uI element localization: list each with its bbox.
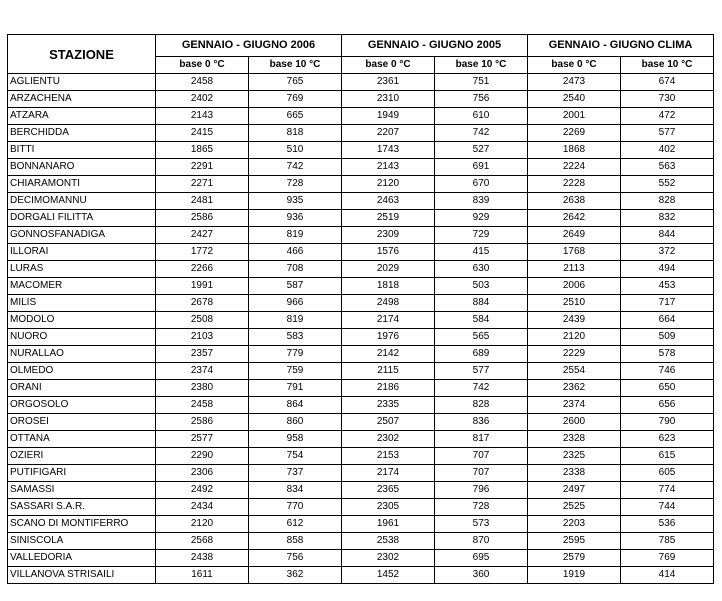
value-2006-base-10: 665 — [249, 108, 342, 125]
value-clima-base-0: 1919 — [528, 567, 621, 584]
value-2006-base-10: 756 — [249, 550, 342, 567]
station-name: VILLANOVA STRISAILI — [8, 567, 156, 584]
value-2005-base-0: 1949 — [342, 108, 435, 125]
value-2005-base-0: 2142 — [342, 346, 435, 363]
value-2005-base-10: 577 — [435, 363, 528, 380]
value-clima-base-0: 2638 — [528, 193, 621, 210]
value-2006-base-10: 708 — [249, 261, 342, 278]
value-2006-base-0: 2402 — [156, 91, 249, 108]
value-clima-base-10: 717 — [621, 295, 714, 312]
station-name: CHIARAMONTI — [8, 176, 156, 193]
value-2005-base-0: 1961 — [342, 516, 435, 533]
value-2006-base-10: 737 — [249, 465, 342, 482]
value-clima-base-10: 785 — [621, 533, 714, 550]
station-name: ORANI — [8, 380, 156, 397]
station-name: BERCHIDDA — [8, 125, 156, 142]
value-clima-base-10: 605 — [621, 465, 714, 482]
value-clima-base-10: 414 — [621, 567, 714, 584]
value-clima-base-10: 472 — [621, 108, 714, 125]
value-clima-base-10: 509 — [621, 329, 714, 346]
table-row — [8, 431, 714, 448]
value-2005-base-0: 2120 — [342, 176, 435, 193]
table-row — [8, 278, 714, 295]
value-2005-base-10: 729 — [435, 227, 528, 244]
value-2005-base-0: 2153 — [342, 448, 435, 465]
station-name: GONNOSFANADIGA — [8, 227, 156, 244]
value-clima-base-0: 2649 — [528, 227, 621, 244]
station-name: ATZARA — [8, 108, 156, 125]
value-2006-base-0: 2380 — [156, 380, 249, 397]
subheader-base-10: base 10 °C — [249, 56, 342, 73]
degree-days-table — [7, 34, 714, 584]
value-2005-base-0: 1576 — [342, 244, 435, 261]
value-2006-base-0: 2271 — [156, 176, 249, 193]
value-2006-base-10: 583 — [249, 329, 342, 346]
value-clima-base-10: 674 — [621, 74, 714, 91]
subheader-base-0: base 0 °C — [156, 56, 249, 73]
value-clima-base-10: 656 — [621, 397, 714, 414]
value-2005-base-10: 503 — [435, 278, 528, 295]
table-row — [8, 312, 714, 329]
value-2006-base-10: 466 — [249, 244, 342, 261]
value-2006-base-10: 818 — [249, 125, 342, 142]
value-2006-base-0: 2586 — [156, 210, 249, 227]
value-2005-base-0: 1818 — [342, 278, 435, 295]
value-2005-base-0: 2361 — [342, 74, 435, 91]
value-clima-base-0: 2510 — [528, 295, 621, 312]
value-2005-base-10: 360 — [435, 567, 528, 584]
value-2005-base-10: 584 — [435, 312, 528, 329]
station-name: BITTI — [8, 142, 156, 159]
value-clima-base-10: 453 — [621, 278, 714, 295]
value-2005-base-10: 929 — [435, 210, 528, 227]
value-2005-base-0: 1452 — [342, 567, 435, 584]
value-2006-base-0: 1865 — [156, 142, 249, 159]
value-clima-base-0: 2228 — [528, 176, 621, 193]
value-2006-base-0: 2143 — [156, 108, 249, 125]
value-2005-base-0: 2302 — [342, 550, 435, 567]
value-clima-base-10: 372 — [621, 244, 714, 261]
table-row — [8, 516, 714, 533]
station-name: PUTIFIGARI — [8, 465, 156, 482]
value-2006-base-0: 2427 — [156, 227, 249, 244]
table-row — [8, 567, 714, 584]
value-2005-base-10: 742 — [435, 125, 528, 142]
station-name: DORGALI FILITTA — [8, 210, 156, 227]
value-clima-base-0: 2006 — [528, 278, 621, 295]
value-clima-base-0: 2001 — [528, 108, 621, 125]
value-clima-base-0: 2525 — [528, 499, 621, 516]
station-name: MACOMER — [8, 278, 156, 295]
table-row — [8, 91, 714, 108]
value-2005-base-0: 2538 — [342, 533, 435, 550]
value-2005-base-10: 565 — [435, 329, 528, 346]
value-2006-base-0: 2306 — [156, 465, 249, 482]
value-clima-base-0: 2203 — [528, 516, 621, 533]
value-2005-base-10: 756 — [435, 91, 528, 108]
value-2005-base-0: 2498 — [342, 295, 435, 312]
value-clima-base-0: 2120 — [528, 329, 621, 346]
value-2006-base-10: 860 — [249, 414, 342, 431]
value-2006-base-0: 2678 — [156, 295, 249, 312]
value-clima-base-0: 2325 — [528, 448, 621, 465]
value-2006-base-0: 2290 — [156, 448, 249, 465]
value-clima-base-10: 746 — [621, 363, 714, 380]
value-2006-base-0: 1611 — [156, 567, 249, 584]
value-clima-base-10: 832 — [621, 210, 714, 227]
value-2006-base-0: 2508 — [156, 312, 249, 329]
table-row — [8, 227, 714, 244]
value-2005-base-0: 2186 — [342, 380, 435, 397]
table-row — [8, 295, 714, 312]
value-2005-base-0: 2302 — [342, 431, 435, 448]
value-clima-base-10: 730 — [621, 91, 714, 108]
table-row — [8, 74, 714, 91]
value-2005-base-10: 689 — [435, 346, 528, 363]
value-clima-base-10: 623 — [621, 431, 714, 448]
value-2005-base-0: 2174 — [342, 465, 435, 482]
value-2006-base-10: 587 — [249, 278, 342, 295]
value-2005-base-0: 2463 — [342, 193, 435, 210]
value-2005-base-10: 691 — [435, 159, 528, 176]
value-clima-base-10: 664 — [621, 312, 714, 329]
value-2006-base-0: 2357 — [156, 346, 249, 363]
station-name: SAMASSI — [8, 482, 156, 499]
value-clima-base-10: 563 — [621, 159, 714, 176]
table-row — [8, 261, 714, 278]
table-row — [8, 448, 714, 465]
value-2006-base-10: 769 — [249, 91, 342, 108]
table-row — [8, 193, 714, 210]
value-clima-base-10: 744 — [621, 499, 714, 516]
value-clima-base-10: 774 — [621, 482, 714, 499]
value-2005-base-10: 670 — [435, 176, 528, 193]
value-clima-base-0: 2224 — [528, 159, 621, 176]
value-clima-base-10: 615 — [621, 448, 714, 465]
value-2006-base-10: 858 — [249, 533, 342, 550]
value-2005-base-0: 2507 — [342, 414, 435, 431]
value-2005-base-10: 870 — [435, 533, 528, 550]
group-header-2005: GENNAIO - GIUGNO 2005 — [342, 35, 528, 57]
table-row — [8, 550, 714, 567]
value-clima-base-10: 828 — [621, 193, 714, 210]
value-clima-base-0: 2229 — [528, 346, 621, 363]
value-2005-base-0: 1976 — [342, 329, 435, 346]
value-2006-base-0: 2458 — [156, 74, 249, 91]
station-name: DECIMOMANNU — [8, 193, 156, 210]
table-row — [8, 533, 714, 550]
value-clima-base-10: 402 — [621, 142, 714, 159]
value-2005-base-0: 2115 — [342, 363, 435, 380]
value-2006-base-0: 2291 — [156, 159, 249, 176]
table-row — [8, 244, 714, 261]
value-2006-base-0: 2438 — [156, 550, 249, 567]
value-clima-base-10: 650 — [621, 380, 714, 397]
table-row — [8, 414, 714, 431]
table-row — [8, 176, 714, 193]
table-row — [8, 397, 714, 414]
value-clima-base-0: 2540 — [528, 91, 621, 108]
value-2005-base-10: 817 — [435, 431, 528, 448]
value-clima-base-0: 2269 — [528, 125, 621, 142]
value-2006-base-10: 765 — [249, 74, 342, 91]
value-2005-base-10: 742 — [435, 380, 528, 397]
value-2006-base-0: 2481 — [156, 193, 249, 210]
station-name: OLMEDO — [8, 363, 156, 380]
value-2005-base-10: 695 — [435, 550, 528, 567]
value-2006-base-0: 2568 — [156, 533, 249, 550]
value-2006-base-0: 2492 — [156, 482, 249, 499]
value-clima-base-10: 844 — [621, 227, 714, 244]
subheader-base-10: base 10 °C — [435, 56, 528, 73]
station-name: ILLORAI — [8, 244, 156, 261]
station-name: OTTANA — [8, 431, 156, 448]
table-row — [8, 125, 714, 142]
value-2006-base-0: 2103 — [156, 329, 249, 346]
value-2006-base-0: 1772 — [156, 244, 249, 261]
value-2005-base-10: 828 — [435, 397, 528, 414]
value-2006-base-10: 612 — [249, 516, 342, 533]
value-2005-base-0: 2029 — [342, 261, 435, 278]
table-row — [8, 482, 714, 499]
table-row — [8, 380, 714, 397]
station-name: ORGOSOLO — [8, 397, 156, 414]
station-name: OZIERI — [8, 448, 156, 465]
value-clima-base-0: 2113 — [528, 261, 621, 278]
value-clima-base-0: 2439 — [528, 312, 621, 329]
value-2006-base-10: 510 — [249, 142, 342, 159]
value-2006-base-10: 742 — [249, 159, 342, 176]
value-2005-base-0: 2207 — [342, 125, 435, 142]
value-clima-base-0: 2374 — [528, 397, 621, 414]
value-2006-base-10: 819 — [249, 312, 342, 329]
value-2006-base-0: 2415 — [156, 125, 249, 142]
value-clima-base-0: 2600 — [528, 414, 621, 431]
table-row — [8, 465, 714, 482]
value-2006-base-10: 819 — [249, 227, 342, 244]
value-2005-base-10: 836 — [435, 414, 528, 431]
value-2006-base-10: 770 — [249, 499, 342, 516]
value-2005-base-10: 630 — [435, 261, 528, 278]
value-2006-base-10: 935 — [249, 193, 342, 210]
value-clima-base-10: 494 — [621, 261, 714, 278]
table-body — [8, 74, 714, 584]
station-name: SCANO DI MONTIFERRO — [8, 516, 156, 533]
value-clima-base-0: 2579 — [528, 550, 621, 567]
station-column-header: STAZIONE — [8, 35, 156, 74]
station-name: ARZACHENA — [8, 91, 156, 108]
value-2006-base-0: 2434 — [156, 499, 249, 516]
value-2006-base-10: 779 — [249, 346, 342, 363]
value-2005-base-0: 2310 — [342, 91, 435, 108]
station-name: AGLIENTU — [8, 74, 156, 91]
station-name: SINISCOLA — [8, 533, 156, 550]
value-clima-base-0: 2473 — [528, 74, 621, 91]
station-name: MILIS — [8, 295, 156, 312]
value-2006-base-0: 2266 — [156, 261, 249, 278]
value-2006-base-10: 966 — [249, 295, 342, 312]
value-2005-base-10: 796 — [435, 482, 528, 499]
table-row — [8, 108, 714, 125]
value-2005-base-10: 839 — [435, 193, 528, 210]
table-row — [8, 346, 714, 363]
value-2005-base-10: 573 — [435, 516, 528, 533]
value-2006-base-10: 958 — [249, 431, 342, 448]
value-2006-base-10: 728 — [249, 176, 342, 193]
value-clima-base-0: 2338 — [528, 465, 621, 482]
value-2006-base-10: 759 — [249, 363, 342, 380]
station-name: LURAS — [8, 261, 156, 278]
value-clima-base-0: 2642 — [528, 210, 621, 227]
value-2006-base-0: 2577 — [156, 431, 249, 448]
value-2006-base-10: 936 — [249, 210, 342, 227]
subheader-base-10: base 10 °C — [621, 56, 714, 73]
subheader-base-0: base 0 °C — [528, 56, 621, 73]
table-row — [8, 159, 714, 176]
value-2005-base-0: 2335 — [342, 397, 435, 414]
value-2005-base-0: 1743 — [342, 142, 435, 159]
value-2006-base-10: 754 — [249, 448, 342, 465]
value-clima-base-0: 2595 — [528, 533, 621, 550]
table-row — [8, 363, 714, 380]
value-2005-base-10: 527 — [435, 142, 528, 159]
table-row — [8, 210, 714, 227]
group-header-2006: GENNAIO - GIUGNO 2006 — [156, 35, 342, 57]
value-clima-base-0: 1768 — [528, 244, 621, 261]
table-row — [8, 499, 714, 516]
value-2005-base-0: 2309 — [342, 227, 435, 244]
value-clima-base-0: 2554 — [528, 363, 621, 380]
value-2005-base-0: 2365 — [342, 482, 435, 499]
value-clima-base-10: 577 — [621, 125, 714, 142]
station-name: NURALLAO — [8, 346, 156, 363]
value-2006-base-10: 834 — [249, 482, 342, 499]
value-clima-base-10: 552 — [621, 176, 714, 193]
value-clima-base-10: 578 — [621, 346, 714, 363]
value-clima-base-0: 2328 — [528, 431, 621, 448]
value-2005-base-0: 2174 — [342, 312, 435, 329]
station-name: NUORO — [8, 329, 156, 346]
value-2005-base-10: 751 — [435, 74, 528, 91]
value-2006-base-10: 791 — [249, 380, 342, 397]
station-name: SASSARI S.A.R. — [8, 499, 156, 516]
value-2005-base-0: 2305 — [342, 499, 435, 516]
table-row — [8, 142, 714, 159]
subheader-base-0: base 0 °C — [342, 56, 435, 73]
value-clima-base-10: 536 — [621, 516, 714, 533]
value-2006-base-10: 362 — [249, 567, 342, 584]
station-name: MODOLO — [8, 312, 156, 329]
value-2005-base-10: 415 — [435, 244, 528, 261]
value-2005-base-0: 2143 — [342, 159, 435, 176]
value-2006-base-0: 2120 — [156, 516, 249, 533]
header-row-groups — [8, 35, 714, 57]
value-2005-base-10: 610 — [435, 108, 528, 125]
value-2005-base-10: 728 — [435, 499, 528, 516]
value-clima-base-10: 790 — [621, 414, 714, 431]
value-2005-base-10: 707 — [435, 465, 528, 482]
value-clima-base-0: 2497 — [528, 482, 621, 499]
value-2005-base-10: 707 — [435, 448, 528, 465]
value-clima-base-0: 1868 — [528, 142, 621, 159]
value-2005-base-10: 884 — [435, 295, 528, 312]
station-name: BONNANARO — [8, 159, 156, 176]
table-row — [8, 329, 714, 346]
value-2006-base-0: 2458 — [156, 397, 249, 414]
station-name: VALLEDORIA — [8, 550, 156, 567]
station-name: OROSEI — [8, 414, 156, 431]
group-header-clima: GENNAIO - GIUGNO CLIMA — [528, 35, 714, 57]
value-clima-base-10: 769 — [621, 550, 714, 567]
value-2006-base-10: 864 — [249, 397, 342, 414]
value-2005-base-0: 2519 — [342, 210, 435, 227]
value-2006-base-0: 1991 — [156, 278, 249, 295]
value-2006-base-0: 2374 — [156, 363, 249, 380]
value-2006-base-0: 2586 — [156, 414, 249, 431]
value-clima-base-0: 2362 — [528, 380, 621, 397]
